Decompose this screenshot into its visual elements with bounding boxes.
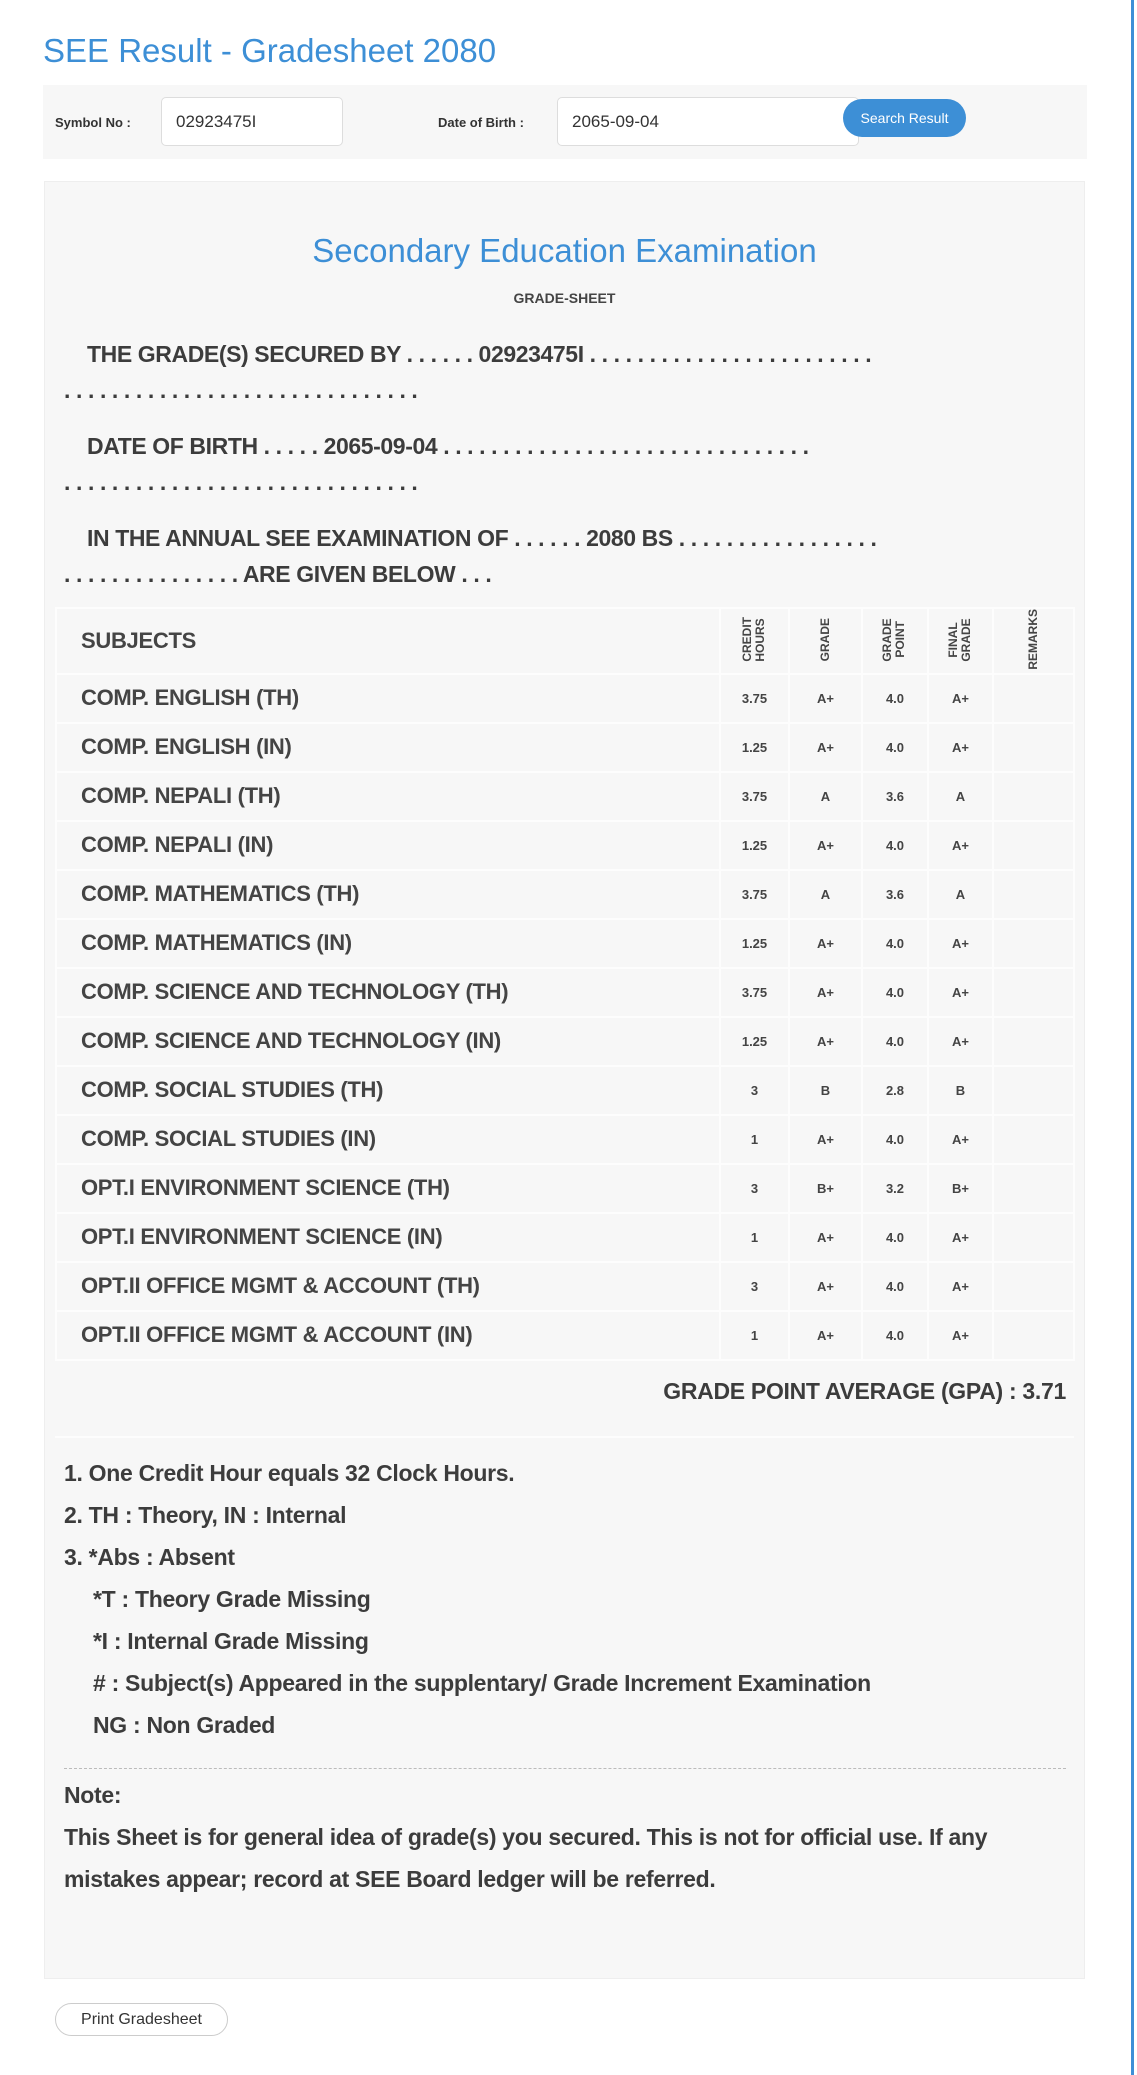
subject-cell: COMP. NEPALI (IN) xyxy=(56,821,720,870)
grade-point-cell: 2.8 xyxy=(862,1066,928,1115)
note-text: This Sheet is for general idea of grade(s) you secured. This is not for official use. If any mistakes appear; record at SEE Board ledger will be referred. xyxy=(64,1824,988,1892)
table-row xyxy=(56,1017,1074,1066)
table-row xyxy=(56,1262,1074,1311)
subject-cell: OPT.II OFFICE MGMT & ACCOUNT (TH) xyxy=(56,1262,720,1311)
gpa: GRADE POINT AVERAGE (GPA) : 3.71 xyxy=(663,1378,1066,1404)
grade-cell: A+ xyxy=(789,1115,862,1164)
grade-cell: A+ xyxy=(789,1311,862,1360)
remarks-cell xyxy=(993,1066,1074,1115)
final-grade-cell: A+ xyxy=(928,919,993,968)
grade-point-cell: 4.0 xyxy=(862,1262,928,1311)
gradesheet-subtitle: GRADE-SHEET xyxy=(513,290,616,306)
final-grade-cell: A+ xyxy=(928,1262,993,1311)
statement-line: . . . . . . . . . . . . . . . ARE GIVEN BELOW . . . xyxy=(64,561,492,587)
final-grade-cell: B xyxy=(928,1066,993,1115)
final-grade-cell: A+ xyxy=(928,723,993,772)
subject-cell: OPT.I ENVIRONMENT SCIENCE (IN) xyxy=(56,1213,720,1262)
credit-hours-cell: 3 xyxy=(720,1262,789,1311)
table-row xyxy=(56,1213,1074,1262)
remarks-cell xyxy=(993,821,1074,870)
note-item: 2. TH : Theory, IN : Internal xyxy=(64,1502,347,1528)
remarks-cell xyxy=(993,1017,1074,1066)
table-row xyxy=(56,772,1074,821)
grade-cell: A+ xyxy=(789,674,862,723)
header-final-grade: FINAL GRADE xyxy=(945,617,973,662)
remarks-cell xyxy=(993,1164,1074,1213)
note-item: NG : Non Graded xyxy=(93,1712,276,1738)
credit-hours-cell: 3.75 xyxy=(720,772,789,821)
subject-cell: COMP. ENGLISH (IN) xyxy=(56,723,720,772)
subject-cell: COMP. NEPALI (TH) xyxy=(56,772,720,821)
page-title: SEE Result - Gradesheet 2080 xyxy=(43,32,497,69)
remarks-cell xyxy=(993,1213,1074,1262)
grade-point-cell: 4.0 xyxy=(862,723,928,772)
table-row xyxy=(56,1115,1074,1164)
final-grade-cell: A+ xyxy=(928,674,993,723)
subject-cell: COMP. ENGLISH (TH) xyxy=(56,674,720,723)
credit-hours-cell: 3.75 xyxy=(720,870,789,919)
header-remarks: REMARKS xyxy=(1026,609,1040,670)
dob-input[interactable] xyxy=(557,97,859,146)
grade-point-cell: 4.0 xyxy=(862,1311,928,1360)
credit-hours-cell: 1.25 xyxy=(720,821,789,870)
final-grade-cell: A xyxy=(928,772,993,821)
credit-hours-cell: 1 xyxy=(720,1311,789,1360)
table-row xyxy=(56,968,1074,1017)
subject-cell: COMP. SCIENCE AND TECHNOLOGY (TH) xyxy=(56,968,720,1017)
remarks-cell xyxy=(993,870,1074,919)
final-grade-cell: A xyxy=(928,870,993,919)
subject-cell: COMP. SOCIAL STUDIES (IN) xyxy=(56,1115,720,1164)
exam-statement xyxy=(64,520,876,592)
remarks-cell xyxy=(993,674,1074,723)
final-grade-cell: A+ xyxy=(928,1311,993,1360)
table-header xyxy=(56,608,1074,674)
credit-hours-cell: 1.25 xyxy=(720,919,789,968)
statement-line: THE GRADE(S) SECURED BY . . . . . . 02923475I . . . . . . . . . . . . . . . . . . . . . . . . xyxy=(87,341,872,367)
grade-cell: A+ xyxy=(789,1017,862,1066)
table-row xyxy=(56,1311,1074,1360)
table-row xyxy=(56,674,1074,723)
legend-notes xyxy=(64,1452,871,1746)
grade-point-cell: 3.2 xyxy=(862,1164,928,1213)
exam-title: Secondary Education Examination xyxy=(312,232,817,269)
table-row xyxy=(56,870,1074,919)
final-grade-cell: A+ xyxy=(928,1213,993,1262)
remarks-cell xyxy=(993,968,1074,1017)
grade-cell: A+ xyxy=(789,723,862,772)
statement-line: IN THE ANNUAL SEE EXAMINATION OF . . . . . . 2080 BS . . . . . . . . . . . . . . . . . xyxy=(87,525,877,551)
grade-cell: A+ xyxy=(789,1213,862,1262)
grade-point-cell: 4.0 xyxy=(862,968,928,1017)
subject-cell: COMP. SCIENCE AND TECHNOLOGY (IN) xyxy=(56,1017,720,1066)
header-grade-point: GRADE POINT xyxy=(880,617,907,662)
statement-line: DATE OF BIRTH . . . . . 2065-09-04 . . . . . . . . . . . . . . . . . . . . . . . . . . . . . . . xyxy=(87,433,809,459)
statement-line: . . . . . . . . . . . . . . . . . . . . . . . . . . . . . . xyxy=(64,469,418,495)
table-row xyxy=(56,723,1074,772)
grade-cell: B xyxy=(789,1066,862,1115)
search-result-button[interactable]: Search Result xyxy=(843,99,966,137)
subject-cell: COMP. MATHEMATICS (TH) xyxy=(56,870,720,919)
grade-cell: A xyxy=(789,772,862,821)
grade-point-cell: 4.0 xyxy=(862,1017,928,1066)
grade-point-cell: 4.0 xyxy=(862,674,928,723)
table-row xyxy=(56,919,1074,968)
symbol-label: Symbol No : xyxy=(55,115,131,130)
grade-cell: A+ xyxy=(789,1262,862,1311)
subject-cell: OPT.II OFFICE MGMT & ACCOUNT (IN) xyxy=(56,1311,720,1360)
gradesheet xyxy=(44,181,1085,1979)
dob-label: Date of Birth : xyxy=(438,115,524,130)
print-gradesheet-button[interactable]: Print Gradesheet xyxy=(55,2003,228,2036)
grade-point-cell: 4.0 xyxy=(862,821,928,870)
divider xyxy=(55,1436,1074,1438)
grade-cell: A+ xyxy=(789,919,862,968)
header-credit-hours: CREDIT HOURS xyxy=(739,617,767,662)
grades-table xyxy=(55,607,1075,1361)
header-subjects: SUBJECTS xyxy=(56,608,720,674)
grade-point-cell: 4.0 xyxy=(862,919,928,968)
grade-cell: A+ xyxy=(789,821,862,870)
remarks-cell xyxy=(993,1311,1074,1360)
grade-point-cell: 3.6 xyxy=(862,772,928,821)
remarks-cell xyxy=(993,1115,1074,1164)
note-item: 1. One Credit Hour equals 32 Clock Hours. xyxy=(64,1460,515,1486)
note-item: *T : Theory Grade Missing xyxy=(93,1586,371,1612)
table-row xyxy=(56,1164,1074,1213)
grade-cell: A+ xyxy=(789,968,862,1017)
credit-hours-cell: 1 xyxy=(720,1213,789,1262)
final-grade-cell: A+ xyxy=(928,1115,993,1164)
credit-hours-cell: 3.75 xyxy=(720,674,789,723)
search-form xyxy=(43,85,1087,159)
grade-point-cell: 4.0 xyxy=(862,1213,928,1262)
note-label: Note: xyxy=(64,1782,122,1808)
final-grade-cell: A+ xyxy=(928,1017,993,1066)
remarks-cell xyxy=(993,1262,1074,1311)
secured-by-statement xyxy=(64,336,871,408)
remarks-cell xyxy=(993,723,1074,772)
window-edge xyxy=(1131,0,1134,2075)
final-grade-cell: A+ xyxy=(928,968,993,1017)
header-grade: GRADE xyxy=(818,617,832,661)
table-row xyxy=(56,821,1074,870)
grade-point-cell: 3.6 xyxy=(862,870,928,919)
table-row xyxy=(56,1066,1074,1115)
note-item: *I : Internal Grade Missing xyxy=(93,1628,369,1654)
note-item: 3. *Abs : Absent xyxy=(64,1544,235,1570)
statement-line: . . . . . . . . . . . . . . . . . . . . . . . . . . . . . . xyxy=(64,377,418,403)
remarks-cell xyxy=(993,919,1074,968)
note-item: # : Subject(s) Appeared in the supplentary/ Grade Increment Examination xyxy=(93,1670,871,1696)
remarks-cell xyxy=(993,772,1074,821)
credit-hours-cell: 1 xyxy=(720,1115,789,1164)
disclaimer xyxy=(64,1774,1066,1900)
grade-cell: A xyxy=(789,870,862,919)
credit-hours-cell: 3 xyxy=(720,1066,789,1115)
grade-cell: B+ xyxy=(789,1164,862,1213)
grade-point-cell: 4.0 xyxy=(862,1115,928,1164)
credit-hours-cell: 3 xyxy=(720,1164,789,1213)
final-grade-cell: A+ xyxy=(928,821,993,870)
credit-hours-cell: 1.25 xyxy=(720,1017,789,1066)
dashed-divider xyxy=(64,1768,1066,1769)
final-grade-cell: B+ xyxy=(928,1164,993,1213)
credit-hours-cell: 1.25 xyxy=(720,723,789,772)
credit-hours-cell: 3.75 xyxy=(720,968,789,1017)
subject-cell: OPT.I ENVIRONMENT SCIENCE (TH) xyxy=(56,1164,720,1213)
dob-statement xyxy=(64,428,809,500)
symbol-input[interactable] xyxy=(161,97,343,146)
subject-cell: COMP. MATHEMATICS (IN) xyxy=(56,919,720,968)
subject-cell: COMP. SOCIAL STUDIES (TH) xyxy=(56,1066,720,1115)
